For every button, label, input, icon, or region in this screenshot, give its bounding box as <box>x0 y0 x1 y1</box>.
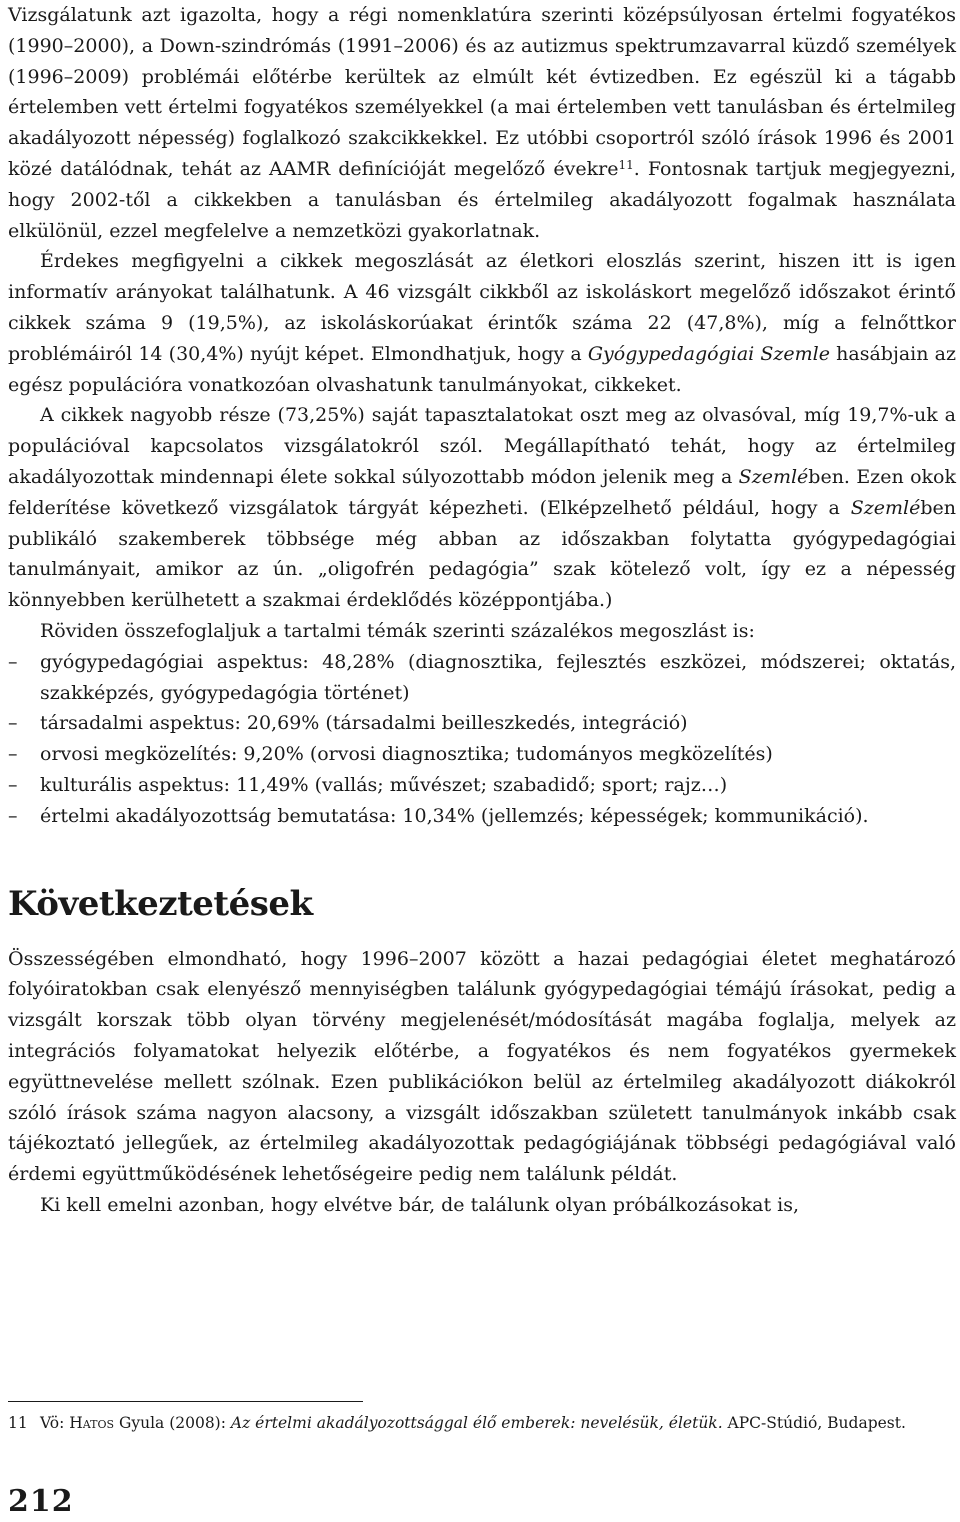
list-item-text: értelmi akadályozottság bemutatása: 10,34% (jellemzés; képességek; kommunikáció). <box>40 804 869 827</box>
list-item-text: társadalmi aspektus: 20,69% (társadalmi beilleszkedés, integráció) <box>40 712 688 735</box>
footnote-text: Gyula (2008): <box>114 1414 231 1432</box>
footnote-text: Vö: <box>40 1414 70 1432</box>
dash-bullet: – <box>8 804 18 827</box>
body-paragraph-2 <box>8 246 956 400</box>
dash-bullet: – <box>8 650 18 673</box>
list-item <box>8 801 956 832</box>
list-item <box>8 647 956 709</box>
paragraph-text: Érdekes megfigyelni a cikkek megoszlását az életkori eloszlás szerint, hiszen itt is igen informatív arányokat találhatunk. A 46 vizsgált cikkből az iskoláskort megelőző időszakot érintő cikkek száma 9 (19,5%), az iskoláskorúakat érintők száma 22 (47,8%), míg a felnőttkor problémáiról 14 (30,4%) nyújt képet. Elmondhatjuk, hogy a <box>8 250 956 365</box>
list-item-text: gyógypedagógiai aspektus: 48,28% (diagnosztika, fejlesztés eszközei, módszerei; oktatás, szakképzés, gyógypedagógia történet) <box>40 650 956 704</box>
paragraph-text: ben publikáló szakemberek többsége még abban az időszakban folytatta gyógypedagógiai tanulmányait, amikor az ún. „oligofrén pedagógia” szak kötelező volt, így ez a népesség könnyebben kerülhetett a szakmai érdeklődés középpontjába.) <box>8 496 956 612</box>
dash-bullet: – <box>8 743 18 766</box>
footnote-number: 11 <box>8 1414 28 1432</box>
conclusion-paragraph-2: Ki kell emelni azonban, hogy elvétve bár, de találunk olyan próbálkozásokat is, <box>40 1193 800 1216</box>
dash-bullet: – <box>8 712 18 735</box>
topic-list <box>8 647 956 832</box>
journal-title: Gyógypedagógiai Szemle <box>587 342 831 365</box>
conclusion-paragraph-1: Összességében elmondható, hogy 1996–2007 között a hazai pedagógiai életet meghatározó folyóiratokban csak elenyésző mennyiségben találunk gyógypedagógiai témájú írásokat, pedig a vizsgált korszak több olyan törvény megjelenését/módosítását magába foglalja, melyek az integrációs folyamatokat helyezik előtérbe, a fogyatékos és nem fogyatékos gyermekek együttnevelése mellett szólnak. Ezen publikációkon belül az értelmileg akadályozott diákokról szóló írások száma nagyon alacsony, a vizsgált időszakban született tanulmányok inkább csak tájékoztató jellegűek, az értelmileg akadályozottak pedagógiájának többségi pedagógiával való érdemi együttműködésének lehetőségeire pedig nem találunk példát. <box>8 947 956 1186</box>
list-item <box>8 770 956 801</box>
page-number: 212 <box>8 1484 74 1519</box>
footnote-publisher: APC-Stúdió, Budapest. <box>722 1414 906 1432</box>
journal-title: Szemlé <box>738 465 809 488</box>
paragraph-text: A cikkek nagyobb része (73,25%) saját tapasztalatokat oszt meg az olvasóval, míg 19,7%-uk a populációval kapcsolatos vizsgálatokról szól. Megállapítható tehát, hogy az értelmileg akadályozottak mindennapi élete sokkal súlyozottabb módon jelenik meg a <box>8 404 956 488</box>
footnote-ref: 11 <box>618 157 634 172</box>
list-item <box>8 739 956 770</box>
footnote-title: Az értelmi akadályozottsággal élő emberek: nevelésük, életük. <box>230 1414 723 1432</box>
list-item-text: kulturális aspektus: 11,49% (vallás; művészet; szabadidő; sport; rajz…) <box>40 773 728 796</box>
journal-title: Szemlé <box>850 496 921 519</box>
body-paragraph-1 <box>8 0 956 246</box>
paragraph-text: hasábjain az egész populációra vonatkozóan olvashatunk tanulmányokat, cikkeket. <box>8 342 956 396</box>
footnote-author: Hatos <box>69 1414 115 1432</box>
paragraph-text: Vizsgálatunk azt igazolta, hogy a régi nomenklatúra szerinti középsúlyosan értelmi fogyatékos (1990–2000), a Down-szindrómás (1991–2006) és az autizmus spektrumzavarral küzdő személyek (1996–2009) problémái előtérbe kerültek az elmúlt két évtizedben. Ez egészül ki a tágabb értelemben vett értelmi fogyatékos személyekkel (a mai értelemben vett tanulásban és értelmileg akadályozott népesség) foglalkozó szakcikkekkel. Ez utóbbi csoportról szóló írások 1996 és 2001 közé datálódnak, tehát az AAMR definícióját megelőző évekre <box>8 4 956 180</box>
body-paragraph-3 <box>8 400 956 616</box>
page-content <box>8 0 956 1221</box>
list-item-text: orvosi megközelítés: 9,20% (orvosi diagnosztika; tudományos megközelítés) <box>40 743 773 766</box>
footnote <box>8 1412 958 1434</box>
section-heading: Következtetések <box>8 883 313 924</box>
dash-bullet: – <box>8 773 18 796</box>
list-item <box>8 708 956 739</box>
paragraph-text: . Fontosnak tartjuk megjegyezni, hogy 2002-től a cikkekben a tanulásban és értelmileg akadályozott fogalmak használata elkülönül, ezzel megfelelve a nemzetközi gyakorlatnak. <box>8 157 956 242</box>
list-intro: Röviden összefoglaljuk a tartalmi témák szerinti százalékos megoszlást is: <box>40 619 755 642</box>
paragraph-text: ben. Ezen okok felderítése következő vizsgálatok tárgyát képezheti. (Elképzelhető például, hogy a <box>8 465 956 519</box>
footnote-rule <box>8 1401 363 1402</box>
